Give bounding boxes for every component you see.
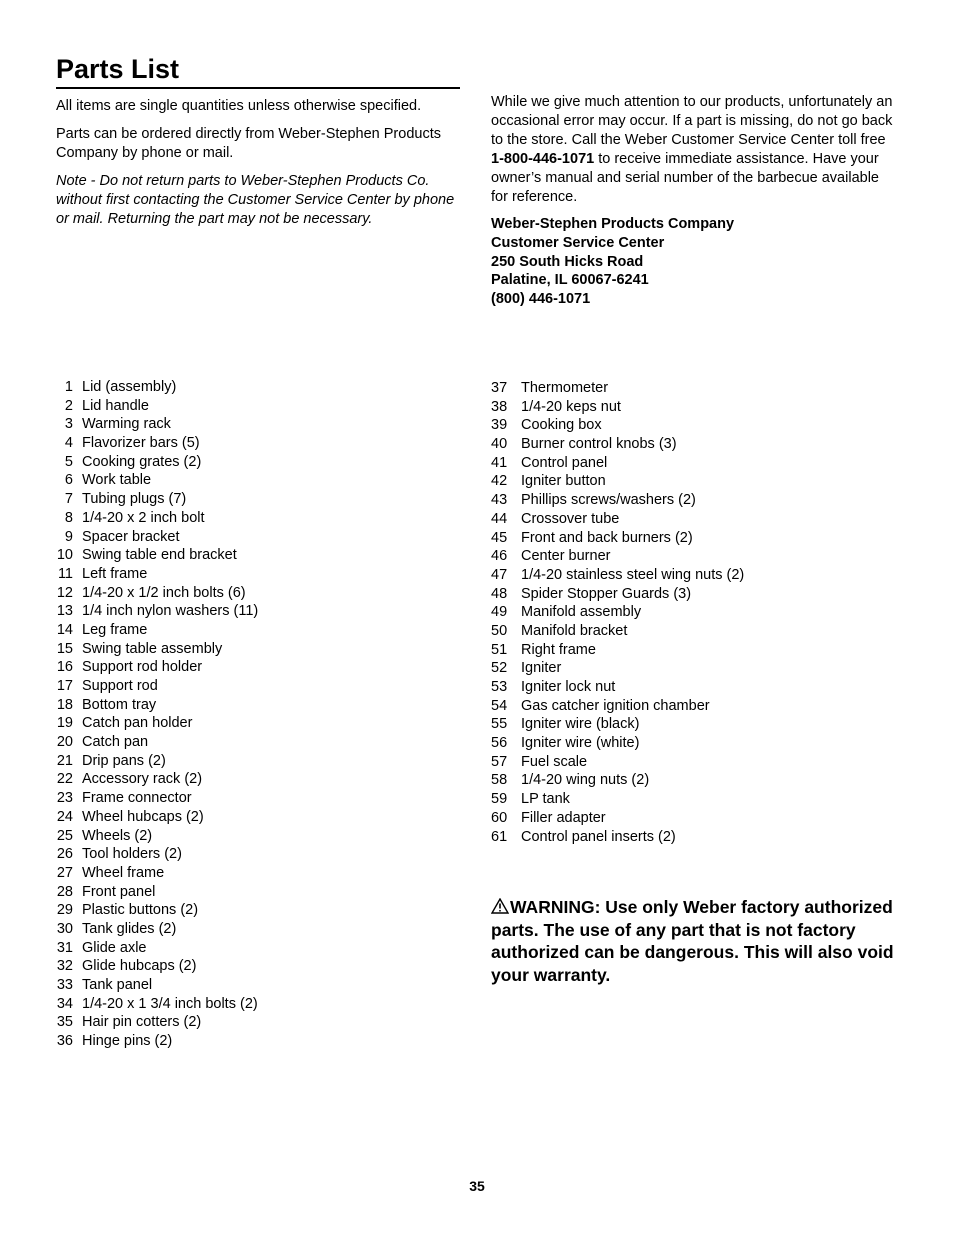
part-number: 31 xyxy=(56,939,73,956)
part-item xyxy=(491,510,744,529)
part-item xyxy=(52,808,258,827)
part-item xyxy=(52,434,258,453)
part-number: 27 xyxy=(56,864,73,881)
warning-notice xyxy=(491,896,901,986)
part-number: 35 xyxy=(56,1014,73,1031)
part-name: Igniter button xyxy=(521,473,606,490)
part-item xyxy=(52,528,258,547)
part-name: Lid handle xyxy=(82,397,149,414)
part-number: 50 xyxy=(491,622,508,639)
part-name: Support rod holder xyxy=(82,659,203,676)
part-number: 34 xyxy=(56,995,73,1012)
part-item xyxy=(491,715,744,734)
part-name: Burner control knobs (3) xyxy=(521,436,677,453)
part-number: 14 xyxy=(56,621,73,638)
part-name: 1/4-20 x 2 inch bolt xyxy=(82,509,205,526)
part-name: Catch pan xyxy=(82,734,149,751)
part-name: Warming rack xyxy=(82,416,171,433)
part-name: Front panel xyxy=(82,883,156,900)
part-item xyxy=(52,471,258,490)
part-name: Spider Stopper Guards (3) xyxy=(521,585,692,602)
part-name: Control panel xyxy=(521,454,608,471)
part-item xyxy=(52,584,258,603)
part-item xyxy=(491,603,744,622)
part-item xyxy=(52,415,258,434)
part-name: Phillips screws/washers (2) xyxy=(521,492,696,509)
address-phone: (800) 446-1071 xyxy=(491,291,591,308)
part-item xyxy=(52,1013,258,1032)
part-item xyxy=(52,752,258,771)
part-name: Support rod xyxy=(82,678,158,694)
part-item xyxy=(52,378,258,397)
part-name: Hair pin cotters (2) xyxy=(82,1014,202,1031)
part-item xyxy=(52,920,258,939)
part-number: 33 xyxy=(56,977,73,993)
part-number: 45 xyxy=(491,529,508,546)
part-number: 61 xyxy=(491,828,508,845)
part-name: 1/4-20 keps nut xyxy=(521,398,621,415)
part-number: 4 xyxy=(64,435,73,452)
part-name: 1/4-20 wing nuts (2) xyxy=(521,772,650,789)
part-name: Fuel scale xyxy=(521,753,588,770)
part-name: 1/4-20 x 1 3/4 inch bolts (2) xyxy=(82,995,258,1012)
part-number: 60 xyxy=(491,809,508,826)
part-item xyxy=(491,398,744,417)
part-item xyxy=(52,1032,258,1051)
part-number: 53 xyxy=(491,679,508,695)
part-item xyxy=(52,957,258,976)
part-name: Tubing plugs (7) xyxy=(82,491,187,508)
part-item xyxy=(52,770,258,789)
part-name: Frame connector xyxy=(82,790,192,807)
part-name: Crossover tube xyxy=(521,510,620,527)
part-item xyxy=(491,379,744,398)
part-item xyxy=(52,864,258,883)
part-number: 1 xyxy=(64,379,73,395)
part-name: Gas catcher ignition chamber xyxy=(521,697,710,714)
part-item xyxy=(491,454,744,473)
part-number: 11 xyxy=(57,565,73,582)
part-item xyxy=(52,976,258,995)
part-number: 9 xyxy=(64,528,73,545)
part-name: Front and back burners (2) xyxy=(521,529,693,546)
part-item xyxy=(491,622,744,641)
part-name: Spacer bracket xyxy=(82,528,180,545)
part-number: 36 xyxy=(56,1033,73,1050)
part-name: Igniter wire (white) xyxy=(521,735,640,752)
part-name: Manifold assembly xyxy=(521,604,642,621)
part-number: 23 xyxy=(56,790,73,807)
part-number: 51 xyxy=(491,641,508,658)
part-item xyxy=(491,790,744,809)
part-number: 21 xyxy=(56,752,73,769)
part-number: 52 xyxy=(491,660,508,677)
part-item xyxy=(491,491,744,510)
part-item xyxy=(52,714,258,733)
part-item xyxy=(491,809,744,828)
part-number: 56 xyxy=(491,735,508,752)
part-name: Cooking grates (2) xyxy=(82,453,202,470)
part-number: 46 xyxy=(491,548,508,565)
part-name: Work table xyxy=(82,472,152,489)
part-number: 49 xyxy=(491,604,508,621)
part-name: 1/4-20 x 1/2 inch bolts (6) xyxy=(82,584,246,601)
address-street: 250 South Hicks Road xyxy=(491,253,644,270)
part-number: 47 xyxy=(491,566,508,583)
part-item xyxy=(52,827,258,846)
part-number: 43 xyxy=(491,492,508,509)
part-name: Cooking box xyxy=(521,417,602,434)
part-item xyxy=(52,546,258,565)
part-name: Filler adapter xyxy=(521,809,606,826)
part-name: Plastic buttons (2) xyxy=(82,902,199,919)
service-section xyxy=(491,93,895,309)
part-item xyxy=(52,453,258,472)
part-item xyxy=(491,828,744,847)
service-paragraph xyxy=(491,93,895,207)
part-item xyxy=(52,565,258,584)
part-item xyxy=(491,753,744,772)
part-number: 20 xyxy=(56,734,73,751)
part-name: Right frame xyxy=(521,641,596,658)
part-number: 15 xyxy=(56,640,73,657)
part-name: Wheels (2) xyxy=(82,827,153,844)
part-number: 22 xyxy=(56,771,73,788)
part-number: 30 xyxy=(56,920,73,937)
address-company: Weber-Stephen Products Company xyxy=(491,216,735,232)
part-item xyxy=(491,659,744,678)
part-item xyxy=(491,641,744,660)
part-number: 6 xyxy=(64,472,73,489)
part-number: 44 xyxy=(491,510,508,527)
part-item xyxy=(52,621,258,640)
part-number: 17 xyxy=(56,678,73,694)
part-item xyxy=(491,678,744,697)
part-number: 32 xyxy=(56,958,73,975)
part-name: Drip pans (2) xyxy=(82,752,166,769)
part-number: 37 xyxy=(491,380,508,396)
parts-list-left xyxy=(52,378,258,1051)
part-item xyxy=(52,939,258,958)
address-department: Customer Service Center xyxy=(491,234,665,251)
part-item xyxy=(52,509,258,528)
part-name: 1/4 inch nylon washers (11) xyxy=(82,603,259,620)
part-number: 55 xyxy=(491,716,508,733)
warning-text: WARNING: Use only Weber factory authorized parts. The use of any part that is not factory authorized can be dangerous. This will also void your warranty. xyxy=(491,897,894,985)
part-name: Tank glides (2) xyxy=(82,920,177,937)
part-number: 41 xyxy=(491,454,508,471)
warning-triangle-icon xyxy=(491,898,509,914)
service-text-before: While we give much attention to our products, unfortunately an occasional error may occur. If a part is missing, do not go back to the store. Call the Weber Customer Service Center toll free xyxy=(491,94,893,148)
part-number: 8 xyxy=(64,509,73,526)
part-number: 13 xyxy=(56,603,73,620)
part-name: Center burner xyxy=(521,548,611,565)
part-number: 48 xyxy=(491,585,508,602)
part-name: Igniter lock nut xyxy=(521,679,616,695)
intro-section xyxy=(56,97,466,238)
part-item xyxy=(491,547,744,566)
part-item xyxy=(52,845,258,864)
part-name: Lid (assembly) xyxy=(82,379,177,395)
intro-ordering-text: Parts can be ordered directly from Weber-Stephen Products Company by phone or mail. xyxy=(56,126,441,161)
part-name: Leg frame xyxy=(82,621,148,638)
part-number: 29 xyxy=(56,902,73,919)
part-number: 38 xyxy=(491,398,508,415)
part-number: 39 xyxy=(491,417,508,434)
part-item xyxy=(491,566,744,585)
address-city: Palatine, IL 60067-6241 xyxy=(491,272,649,289)
part-number: 40 xyxy=(491,436,508,453)
part-name: Igniter wire (black) xyxy=(521,716,640,733)
part-item xyxy=(491,771,744,790)
part-item xyxy=(52,490,258,509)
part-number: 5 xyxy=(64,453,73,470)
part-name: Swing table assembly xyxy=(82,640,223,657)
part-number: 19 xyxy=(56,715,73,732)
part-number: 42 xyxy=(491,473,508,490)
part-name: Flavorizer bars (5) xyxy=(82,435,200,452)
part-item xyxy=(52,995,258,1014)
part-name: Wheel frame xyxy=(82,864,165,881)
part-number: 59 xyxy=(491,791,508,808)
part-number: 58 xyxy=(491,772,508,789)
service-phone: 1-800-446-1071 xyxy=(491,151,595,167)
part-number: 18 xyxy=(56,696,73,713)
part-number: 7 xyxy=(64,491,73,508)
part-item xyxy=(52,883,258,902)
part-number: 57 xyxy=(491,753,508,770)
part-item xyxy=(491,734,744,753)
page-title: Parts List xyxy=(56,54,180,84)
part-name: Wheel hubcaps (2) xyxy=(82,808,204,825)
part-name: LP tank xyxy=(521,791,570,808)
part-number: 28 xyxy=(56,883,73,900)
part-item xyxy=(52,733,258,752)
part-item xyxy=(52,658,258,677)
page-number: 35 xyxy=(469,1178,485,1194)
part-item xyxy=(491,529,744,548)
title-rule xyxy=(56,87,460,89)
part-item xyxy=(491,435,744,454)
part-item xyxy=(52,677,258,696)
part-number: 2 xyxy=(64,397,73,414)
part-name: Hinge pins (2) xyxy=(82,1033,173,1050)
part-number: 25 xyxy=(56,827,73,844)
part-number: 24 xyxy=(56,808,73,825)
part-name: Tool holders (2) xyxy=(82,846,182,863)
part-number: 16 xyxy=(56,659,73,676)
part-item xyxy=(52,696,258,715)
part-name: 1/4-20 stainless steel wing nuts (2) xyxy=(521,566,745,583)
part-name: Glide hubcaps (2) xyxy=(82,958,197,975)
part-item xyxy=(491,697,744,716)
part-name: Tank panel xyxy=(82,977,153,993)
part-name: Glide axle xyxy=(82,939,147,956)
part-item xyxy=(52,640,258,659)
part-name: Left frame xyxy=(82,565,148,582)
parts-list-right xyxy=(491,379,744,846)
part-item xyxy=(52,901,258,920)
company-address xyxy=(491,215,895,309)
part-number: 12 xyxy=(56,584,73,601)
part-name: Igniter xyxy=(521,660,562,677)
part-name: Thermometer xyxy=(521,380,609,396)
part-number: 3 xyxy=(64,416,73,433)
intro-quantities-text: All items are single quantities unless otherwise specified. xyxy=(56,98,422,114)
part-item xyxy=(52,602,258,621)
part-number: 10 xyxy=(56,547,73,564)
part-item xyxy=(491,472,744,491)
part-number: 26 xyxy=(56,846,73,863)
part-name: Accessory rack (2) xyxy=(82,771,203,788)
part-item xyxy=(491,416,744,435)
part-item xyxy=(52,789,258,808)
part-item xyxy=(491,585,744,604)
part-name: Control panel inserts (2) xyxy=(521,828,676,845)
part-number: 54 xyxy=(491,697,508,714)
part-name: Bottom tray xyxy=(82,696,157,713)
part-name: Catch pan holder xyxy=(82,715,193,732)
service-text-after: to receive immediate assistance. Have your owner’s manual and serial number of the barbecue available for reference. xyxy=(491,151,879,205)
part-name: Swing table end bracket xyxy=(82,547,237,564)
part-name: Manifold bracket xyxy=(521,622,628,639)
intro-return-note: Note - Do not return parts to Weber-Stephen Products Co. without first contacting the Customer Service Center by phone or mail. Returning the part may not be necessary. xyxy=(56,173,455,227)
part-item xyxy=(52,397,258,416)
